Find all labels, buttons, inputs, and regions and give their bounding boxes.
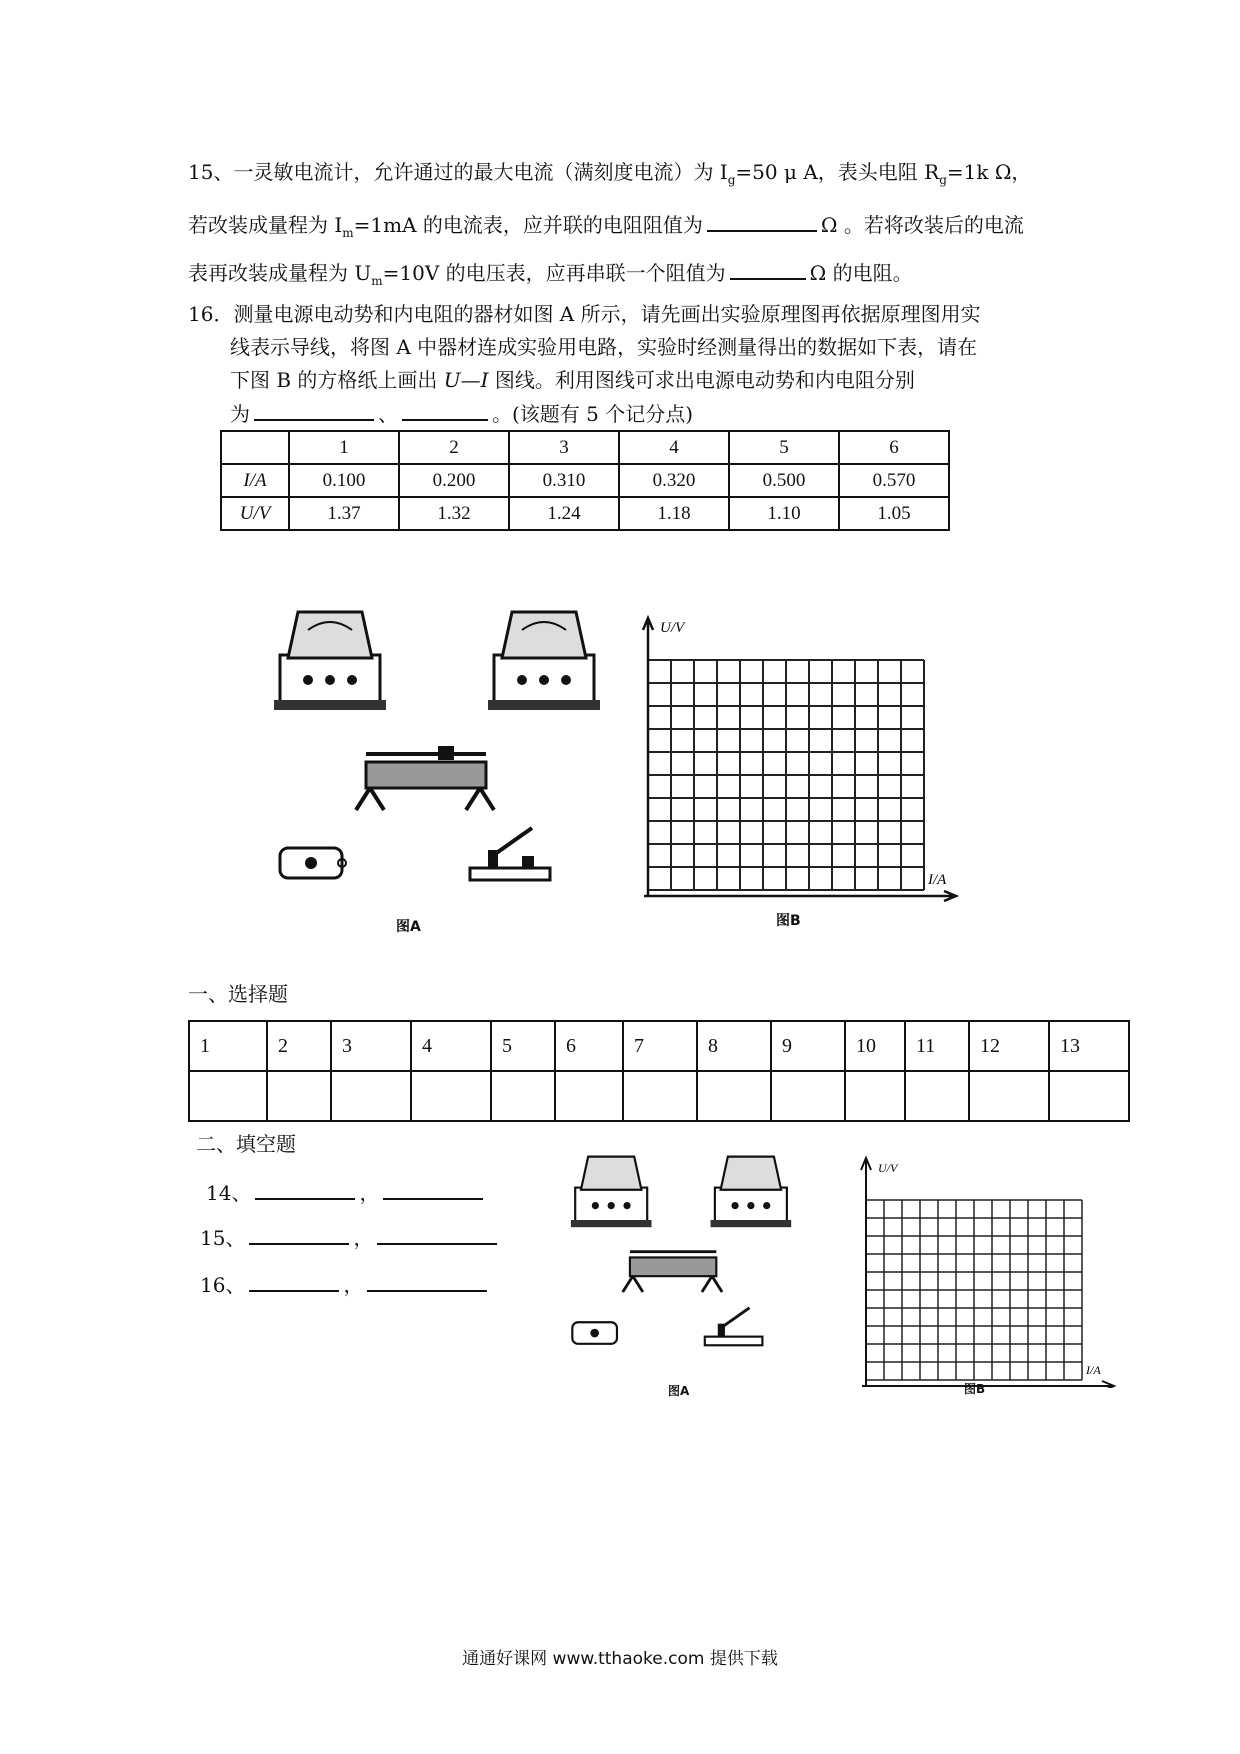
- answer-cell[interactable]: [623, 1071, 697, 1121]
- answer-blank[interactable]: [249, 1223, 349, 1245]
- q16-line-3: 下图 B 的方格纸上画出 U—I 图线。利用图线可求出电源电动势和内电阻分别: [230, 368, 915, 392]
- table-row-label: U/V: [221, 497, 289, 530]
- question-number: 10: [845, 1021, 905, 1071]
- ammeter-icon: [571, 1157, 652, 1228]
- answer-cell[interactable]: [905, 1071, 969, 1121]
- answer-blank[interactable]: [383, 1178, 483, 1200]
- table-cell: 3: [509, 431, 619, 464]
- q16-line-1: 16．测量电源电动势和内电阻的器材如图 A 所示，请先画出实验原理图再依据原理图用实: [188, 302, 981, 326]
- answer-cell[interactable]: [969, 1071, 1049, 1121]
- table-cell: 0.500: [729, 464, 839, 497]
- footer-text: 通通好课网 www.tthaoke.com 提供下载: [462, 1649, 778, 1669]
- q15-line-2: 若改装成量程为 $I_m=1mA$ 的电流表，应并联的电阻阻值为 Ω 。若将改装后的电流: [188, 210, 1024, 247]
- answer-cell[interactable]: [189, 1071, 267, 1121]
- table-cell: 2: [399, 431, 509, 464]
- table-cell: 0.100: [289, 464, 399, 497]
- question-number: 12: [969, 1021, 1049, 1071]
- question-number: 6: [555, 1021, 623, 1071]
- question-number: 13: [1049, 1021, 1129, 1071]
- table-row: [221, 464, 949, 497]
- table-cell: 0.570: [839, 464, 949, 497]
- table-cell: 1.37: [289, 497, 399, 530]
- table-cell: 0.200: [399, 464, 509, 497]
- voltmeter-icon: [488, 612, 600, 710]
- question-number: 8: [697, 1021, 771, 1071]
- switch-icon: [705, 1308, 763, 1345]
- answer-cell[interactable]: [771, 1071, 845, 1121]
- rheostat-icon: [623, 1252, 722, 1292]
- figure-a-apparatus-small: [568, 1148, 808, 1378]
- battery-icon: [572, 1322, 617, 1344]
- question-number: 7: [623, 1021, 697, 1071]
- answer-blank[interactable]: [377, 1223, 497, 1245]
- q16-line-2: 线表示导线，将图 A 中器材连成实验用电路，实验时经测量得出的数据如下表，请在: [230, 335, 978, 359]
- table-cell: 5: [729, 431, 839, 464]
- question-number: 4: [411, 1021, 491, 1071]
- table-cell: [221, 431, 289, 464]
- figure-b-caption: 图B: [776, 913, 801, 929]
- y-axis-label: U/V: [878, 1161, 898, 1175]
- table-cell: 1.10: [729, 497, 839, 530]
- figure-a-caption: 图A: [396, 919, 421, 935]
- table-row: [221, 497, 949, 530]
- q15-line-1: 15、一灵敏电流计，允许通过的最大电流（满刻度电流）为 $I_g=50$ μ A，表头电阻 $R_g=1k$ Ω，: [188, 160, 1032, 187]
- table-cell: 6: [839, 431, 949, 464]
- table-row-label: I/A: [221, 464, 289, 497]
- y-axis-label: U/V: [660, 620, 685, 636]
- answer-cell[interactable]: [491, 1071, 555, 1121]
- table-header-row: [189, 1021, 1129, 1071]
- answer-blank[interactable]: [367, 1270, 487, 1292]
- table-header-row: [221, 431, 949, 464]
- table-cell: 1.18: [619, 497, 729, 530]
- list-item: 14、 ，: [206, 1178, 487, 1207]
- answer-cell[interactable]: [411, 1071, 491, 1121]
- list-item: 15、 ，: [200, 1223, 501, 1252]
- answer-blank[interactable]: [249, 1270, 339, 1292]
- answer-blank[interactable]: [707, 210, 817, 232]
- voltmeter-icon: [711, 1157, 792, 1228]
- q16-line-4: 为 、 。(该题有 5 个记分点): [230, 399, 693, 428]
- table-cell: 1.05: [839, 497, 949, 530]
- answer-blank[interactable]: [255, 1178, 355, 1200]
- table-cell: 1: [289, 431, 399, 464]
- q15-line-3: 表再改装成量程为 $U_m=10V$ 的电压表，应再串联一个阻值为 Ω 的电阻。: [188, 258, 913, 295]
- section-2-title: 二、填空题: [196, 1132, 296, 1156]
- answer-cell[interactable]: [555, 1071, 623, 1121]
- question-number: 11: [905, 1021, 969, 1071]
- graph-paper: [622, 600, 972, 930]
- answer-cell[interactable]: [697, 1071, 771, 1121]
- switch-icon: [470, 828, 550, 880]
- table-cell: 0.320: [619, 464, 729, 497]
- table-cell: 1.32: [399, 497, 509, 530]
- table-cell: 4: [619, 431, 729, 464]
- battery-icon: [280, 848, 346, 878]
- emf-blank[interactable]: [254, 399, 374, 421]
- x-axis-label: I/A: [1086, 1363, 1101, 1377]
- figure-b-small-caption: 图B: [964, 1382, 986, 1396]
- answer-cell[interactable]: [1049, 1071, 1129, 1121]
- resistance-blank[interactable]: [402, 399, 488, 421]
- rheostat-icon: [356, 746, 494, 810]
- graph-paper-small: [846, 1148, 1126, 1388]
- x-axis-label: I/A: [928, 872, 947, 888]
- table-cell: 1.24: [509, 497, 619, 530]
- answer-cell[interactable]: [845, 1071, 905, 1121]
- answer-blank[interactable]: [730, 258, 806, 280]
- data-table: [220, 430, 950, 531]
- question-number: 1: [189, 1021, 267, 1071]
- list-item: 16、 ，: [200, 1270, 491, 1299]
- question-number: 5: [491, 1021, 555, 1071]
- answer-cell[interactable]: [267, 1071, 331, 1121]
- answer-cell[interactable]: [331, 1071, 411, 1121]
- section-1-title: 一、选择题: [188, 982, 288, 1006]
- question-number: 2: [267, 1021, 331, 1071]
- table-cell: 0.310: [509, 464, 619, 497]
- figure-a-apparatus: [270, 600, 600, 890]
- figure-a-small-caption: 图A: [668, 1384, 690, 1398]
- answer-table: [188, 1020, 1130, 1122]
- table-row: [189, 1071, 1129, 1121]
- ammeter-icon: [274, 612, 386, 710]
- question-number: 3: [331, 1021, 411, 1071]
- question-number: 9: [771, 1021, 845, 1071]
